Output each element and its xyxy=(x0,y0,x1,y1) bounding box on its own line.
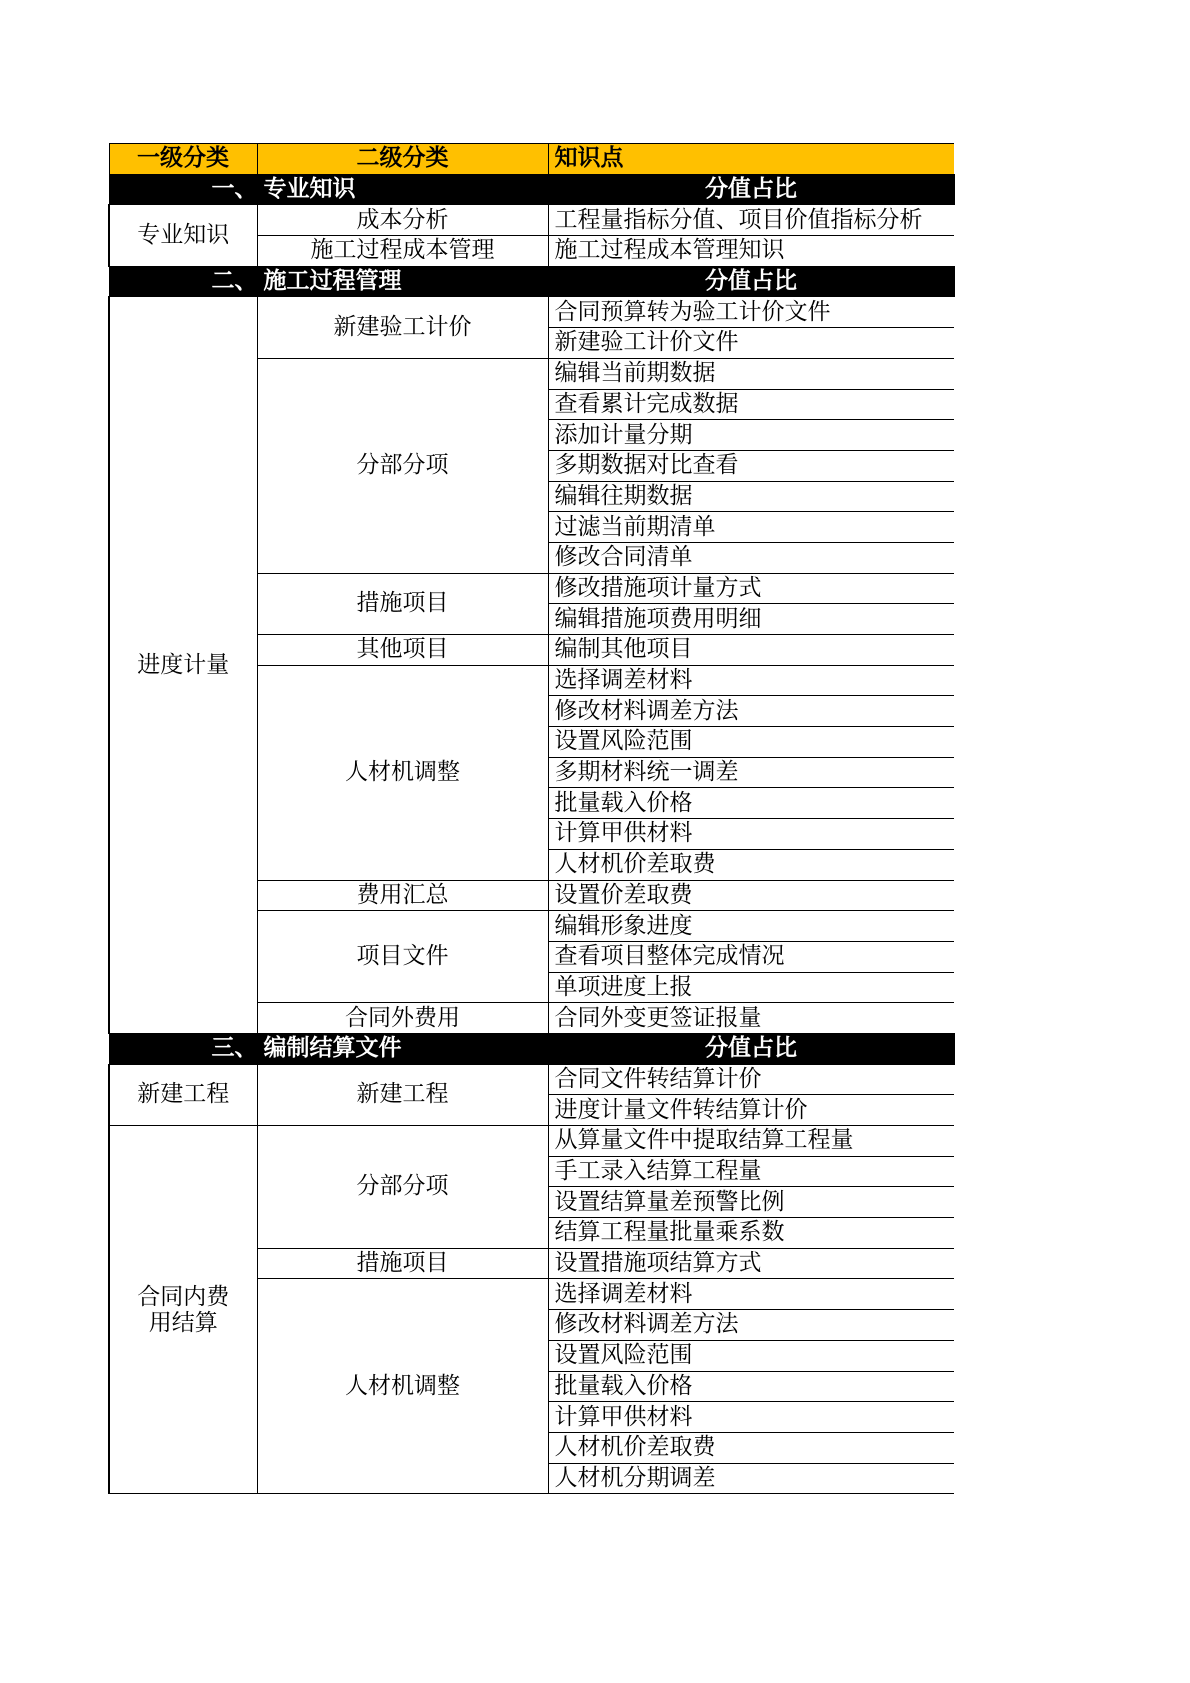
level2-cell: 措施项目 xyxy=(257,1248,548,1279)
section-title-cell xyxy=(109,174,548,205)
table-row xyxy=(109,297,954,328)
section-title-cell xyxy=(109,266,548,297)
section-ratio: 分值占比 xyxy=(548,174,954,205)
level2-cell: 新建工程 xyxy=(257,1064,548,1125)
knowledge-cell: 修改材料调差方法 xyxy=(548,696,954,727)
header-knowledge: 知识点 xyxy=(548,144,954,175)
level2-cell: 措施项目 xyxy=(257,573,548,634)
section-number: 二、 xyxy=(211,268,258,295)
section-row xyxy=(109,1033,954,1064)
section-name: 专业知识 xyxy=(263,176,356,203)
knowledge-cell: 人材机价差取费 xyxy=(548,849,954,880)
section-ratio: 分值占比 xyxy=(548,1033,954,1064)
knowledge-cell: 设置价差取费 xyxy=(548,880,954,911)
knowledge-cell: 修改措施项计量方式 xyxy=(548,573,954,604)
level1-label: 合同内费用结算 xyxy=(137,1283,230,1336)
level2-cell: 其他项目 xyxy=(257,635,548,666)
knowledge-cell: 查看项目整体完成情况 xyxy=(548,941,954,972)
knowledge-cell: 手工录入结算工程量 xyxy=(548,1156,954,1187)
knowledge-cell: 批量载入价格 xyxy=(548,788,954,819)
section-row xyxy=(109,266,954,297)
knowledge-cell: 新建验工计价文件 xyxy=(548,328,954,359)
knowledge-cell: 修改材料调差方法 xyxy=(548,1310,954,1341)
knowledge-cell: 选择调差材料 xyxy=(548,665,954,696)
knowledge-cell: 编辑形象进度 xyxy=(548,911,954,942)
knowledge-cell: 多期材料统一调差 xyxy=(548,757,954,788)
knowledge-cell: 合同文件转结算计价 xyxy=(548,1064,954,1095)
header-level1: 一级分类 xyxy=(109,144,257,175)
level2-cell: 分部分项 xyxy=(257,1126,548,1249)
level1-cell: 专业知识 xyxy=(109,205,257,266)
knowledge-cell: 施工过程成本管理知识 xyxy=(548,236,954,267)
knowledge-table xyxy=(108,143,955,1494)
level2-cell: 项目文件 xyxy=(257,911,548,1003)
level2-cell: 新建验工计价 xyxy=(257,297,548,358)
section-title-cell xyxy=(109,1033,548,1064)
level2-cell: 人材机调整 xyxy=(257,665,548,880)
knowledge-cell: 人材机价差取费 xyxy=(548,1432,954,1463)
level1-cell: 新建工程 xyxy=(109,1064,257,1125)
section-name: 编制结算文件 xyxy=(263,1035,402,1062)
knowledge-cell: 编制其他项目 xyxy=(548,635,954,666)
section-number: 三、 xyxy=(211,1035,258,1062)
knowledge-cell: 批量载入价格 xyxy=(548,1371,954,1402)
knowledge-cell: 编辑当前期数据 xyxy=(548,358,954,389)
section-ratio: 分值占比 xyxy=(548,266,954,297)
table-row xyxy=(109,1064,954,1095)
knowledge-cell: 设置措施项结算方式 xyxy=(548,1248,954,1279)
level2-cell: 人材机调整 xyxy=(257,1279,548,1494)
knowledge-cell: 选择调差材料 xyxy=(548,1279,954,1310)
level1-cell xyxy=(109,1126,257,1494)
section-row xyxy=(109,174,954,205)
knowledge-cell: 人材机分期调差 xyxy=(548,1463,954,1494)
knowledge-cell: 过滤当前期清单 xyxy=(548,512,954,543)
knowledge-cell: 设置风险范围 xyxy=(548,1340,954,1371)
knowledge-cell: 编辑措施项费用明细 xyxy=(548,604,954,635)
knowledge-cell: 单项进度上报 xyxy=(548,972,954,1003)
knowledge-cell: 编辑往期数据 xyxy=(548,481,954,512)
knowledge-cell: 计算甲供材料 xyxy=(548,1402,954,1433)
header-level2: 二级分类 xyxy=(257,144,548,175)
section-name: 施工过程管理 xyxy=(263,268,402,295)
table-row xyxy=(109,205,954,236)
knowledge-cell: 多期数据对比查看 xyxy=(548,450,954,481)
table-row xyxy=(109,1126,954,1157)
knowledge-cell: 查看累计完成数据 xyxy=(548,389,954,420)
knowledge-cell: 设置结算量差预警比例 xyxy=(548,1187,954,1218)
level2-cell: 施工过程成本管理 xyxy=(257,236,548,267)
knowledge-cell: 进度计量文件转结算计价 xyxy=(548,1095,954,1126)
level1-cell: 进度计量 xyxy=(109,297,257,1034)
knowledge-cell: 结算工程量批量乘系数 xyxy=(548,1218,954,1249)
level2-cell: 成本分析 xyxy=(257,205,548,236)
header-row xyxy=(109,144,954,175)
knowledge-cell: 设置风险范围 xyxy=(548,727,954,758)
knowledge-cell: 添加计量分期 xyxy=(548,420,954,451)
knowledge-cell: 计算甲供材料 xyxy=(548,819,954,850)
knowledge-cell: 合同外变更签证报量 xyxy=(548,1003,954,1034)
level2-cell: 合同外费用 xyxy=(257,1003,548,1034)
knowledge-cell: 修改合同清单 xyxy=(548,542,954,573)
knowledge-cell: 从算量文件中提取结算工程量 xyxy=(548,1126,954,1157)
knowledge-cell: 工程量指标分值、项目价值指标分析 xyxy=(548,205,954,236)
knowledge-cell: 合同预算转为验工计价文件 xyxy=(548,297,954,328)
level2-cell: 费用汇总 xyxy=(257,880,548,911)
level2-cell: 分部分项 xyxy=(257,358,548,573)
section-number: 一、 xyxy=(211,176,258,203)
